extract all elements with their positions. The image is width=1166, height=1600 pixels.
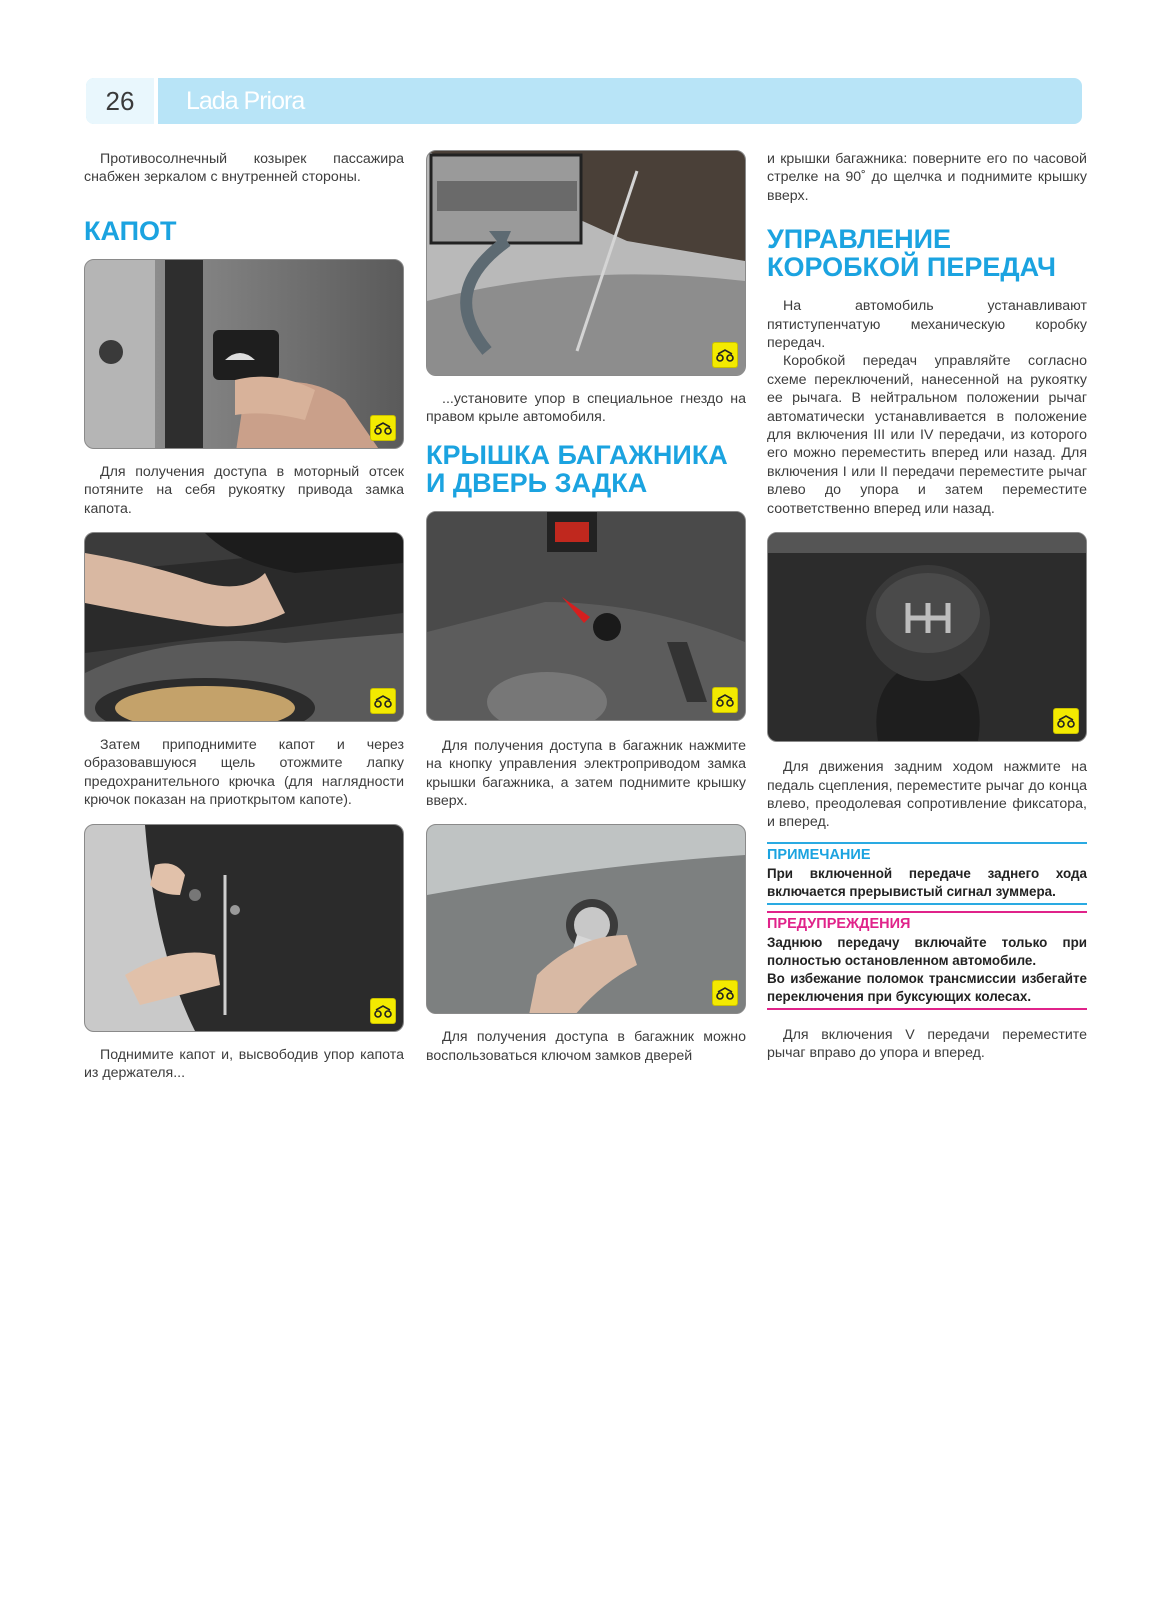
caption-hood-3: Поднимите капот и, высвободив упор капота из держателя... bbox=[84, 1046, 404, 1082]
photo-hood-release-handle bbox=[84, 259, 404, 449]
book-title: Lada Priora bbox=[186, 87, 305, 115]
caption-reverse-gear: Для движения задним ходом нажмите на педаль сцепления, переместите рычаг до конца влево, преодолевая сопротивление фиксатора, и вперед. bbox=[767, 759, 1087, 831]
photo-hood-prop-socket bbox=[426, 150, 746, 376]
car-tool-icon bbox=[713, 981, 737, 1005]
warning-title: ПРЕДУПРЕЖДЕНИЯ bbox=[767, 915, 911, 932]
warning-text-1: Заднюю передачу включайте только при полностью остановленном автомобиле. bbox=[767, 934, 1087, 968]
gearbox-para-2: Коробкой передач управляйте согласно схеме переключений, нанесенной на рукоятку ее рычага. В нейтральном положении рычаг автоматически устанавливается в положение для включения III или IV передачи, из которого его можно переместить вперед или назад. Для включения I или II передачи переместите рычаг влево до упора и затем переместите соответственно вперед или назад. bbox=[767, 353, 1087, 517]
car-tool-icon bbox=[371, 999, 395, 1023]
photo-gear-shift-knob bbox=[767, 532, 1087, 742]
car-tool-icon bbox=[713, 688, 737, 712]
note-block bbox=[767, 842, 1087, 905]
column-1 bbox=[84, 150, 404, 1082]
caption-hood-1: Для получения доступа в моторный отсек потяните на себя рукоятку привода замка капота. bbox=[84, 463, 404, 517]
intro-text: Противосолнечный козырек пассажира снабжен зеркалом с внутренней стороны. bbox=[84, 151, 404, 186]
caption-trunk-button: Для получения доступа в багажник нажмите на кнопку управления электроприводом замка крышки багажника, а затем поднимите крышку вверх. bbox=[426, 737, 746, 810]
warning-block bbox=[767, 911, 1087, 1010]
car-tool-icon bbox=[371, 689, 395, 713]
caption-prop-socket: ...установите упор в специальное гнездо на правом крыле автомобиля. bbox=[426, 391, 746, 426]
photo-trunk-button bbox=[426, 511, 746, 721]
warning-text-2: Во избежание поломок трансмиссии избегайте переключения при буксующих колесах. bbox=[767, 970, 1087, 1004]
car-tool-icon bbox=[1054, 709, 1078, 733]
caption-hood-2: Затем приподнимите капот и через образовавшуюся щель отожмите лапку предохранительного крючка (для наглядности крючок показан на приоткрытом капоте). bbox=[84, 737, 404, 809]
continued-text: и крышки багажника: поверните его по часовой стрелке на 90˚ до щелчка и поднимите крышку вверх. bbox=[767, 151, 1087, 204]
column-3 bbox=[767, 150, 1087, 1063]
note-text: При включенной передаче заднего хода включается прерывистый сигнал зуммера. bbox=[767, 865, 1087, 899]
section-heading-gearbox-line1: УПРАВЛЕНИЕ bbox=[767, 224, 952, 255]
caption-trunk-key: Для получения доступа в багажник можно воспользоваться ключом замков дверей bbox=[426, 1029, 746, 1064]
section-heading-trunk-line1: КРЫШКА БАГАЖНИКА bbox=[426, 439, 728, 470]
note-title: ПРИМЕЧАНИЕ bbox=[767, 846, 871, 863]
gearbox-para-1: На автомобиль устанавливают пятиступенчатую механическую коробку передач. bbox=[767, 298, 1087, 352]
column-2 bbox=[426, 150, 746, 1065]
section-heading-trunk-line2: И ДВЕРЬ ЗАДКА bbox=[426, 467, 648, 498]
section-heading-gearbox-line2: КОРОБКОЙ ПЕРЕДАЧ bbox=[767, 252, 1057, 283]
car-tool-icon bbox=[713, 343, 737, 367]
page-number: 26 bbox=[86, 78, 158, 124]
car-tool-icon bbox=[371, 416, 395, 440]
photo-hood-prop-holder bbox=[84, 824, 404, 1032]
fifth-gear-text: Для включения V передачи переместите рычаг вправо до упора и вперед. bbox=[767, 1026, 1087, 1062]
section-heading-hood: КАПОТ bbox=[84, 215, 177, 246]
photo-trunk-key-lock bbox=[426, 824, 746, 1014]
note-divider bbox=[767, 903, 1087, 905]
warning-divider bbox=[767, 1008, 1087, 1010]
photo-hood-safety-hook bbox=[84, 532, 404, 722]
